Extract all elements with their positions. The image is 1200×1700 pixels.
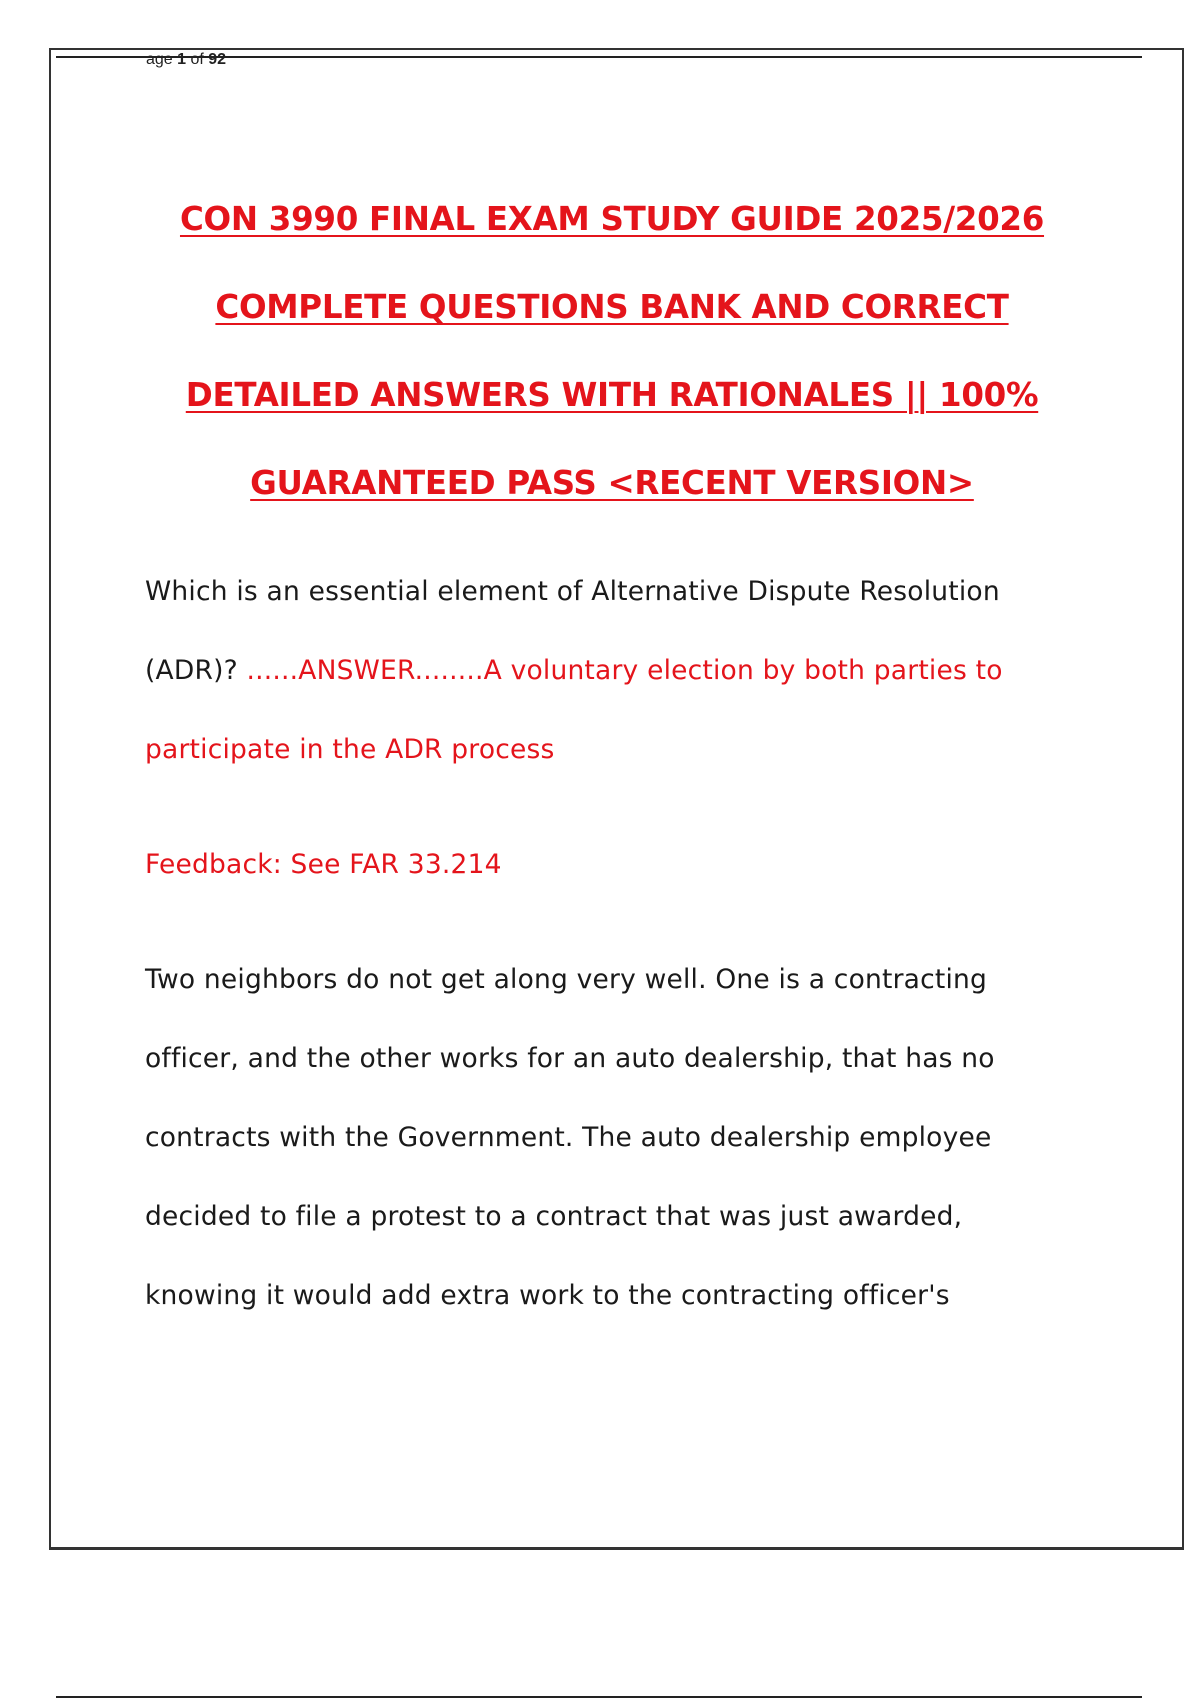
feedback-1: Feedback: See FAR 33.214 [145, 849, 502, 880]
title-line-2: COMPLETE QUESTIONS BANK AND CORRECT [215, 288, 1009, 326]
title-line-1: CON 3990 FINAL EXAM STUDY GUIDE 2025/2026 [179, 200, 1045, 238]
page-number-of: of [186, 51, 209, 68]
page-number [146, 52, 226, 68]
question-1-stem-end: (ADR)? [145, 655, 247, 686]
question-1-line-2 [145, 631, 1085, 710]
question-1-answer-line-3: participate in the ADR process [145, 734, 555, 765]
title-line-3: DETAILED ANSWERS WITH RATIONALES || 100% [185, 376, 1039, 414]
title-line-4: GUARANTEED PASS <RECENT VERSION> [250, 464, 974, 502]
question-2-line-2: officer, and the other works for an auto dealership, that has no [145, 1043, 995, 1074]
page-number-current: 1 [177, 51, 187, 68]
question-1-answer: ......ANSWER........A voluntary election by both parties to [246, 655, 1003, 686]
question-1 [145, 552, 1085, 789]
question-2-line-1: Two neighbors do not get along very well. One is a contracting [145, 964, 988, 995]
document-title [160, 175, 1064, 527]
footer-rule [56, 1696, 1142, 1698]
question-2-line-3: contracts with the Government. The auto dealership employee [145, 1122, 992, 1153]
question-1-line-1: Which is an essential element of Alternative Dispute Resolution [145, 576, 1000, 607]
page-number-total: 92 [208, 51, 227, 68]
page-number-prefix: age [146, 51, 178, 68]
question-2 [145, 940, 1085, 1335]
question-2-line-5: knowing it would add extra work to the contracting officer's [145, 1280, 950, 1311]
question-2-line-4: decided to file a protest to a contract that was just awarded, [145, 1201, 963, 1232]
